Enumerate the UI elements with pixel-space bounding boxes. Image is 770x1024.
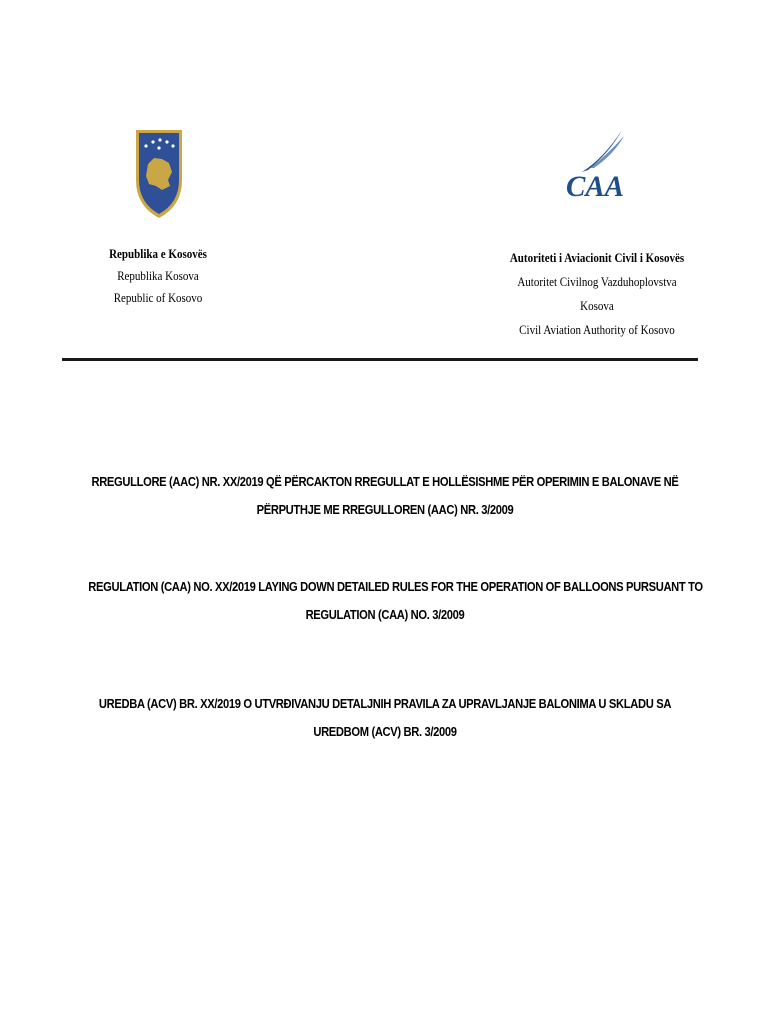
title-english-line2: REGULATION (CAA) NO. 3/2009 — [305, 607, 465, 622]
authority-name-serbian: Autoritet Civilnog Vazduhoplovstva Kosova — [517, 275, 677, 313]
authority-name-english: Civil Aviation Authority of Kosovo — [519, 323, 675, 337]
caa-logo-icon — [564, 128, 626, 200]
title-serbian-line1: UREDBA (ACV) BR. XX/2019 O UTVRĐIVANJU DETALJNIH PRAVILA ZA UPRAVLJANJE BALONIMA U SKLADU SA — [98, 696, 672, 711]
title-albanian-line2: PËRPUTHJE ME RREGULLOREN (AAC) NR. 3/2009 — [256, 502, 514, 517]
title-english — [88, 573, 703, 629]
title-albanian-line1: RREGULLORE (AAC) NR. XX/2019 QË PËRCAKTON RREGULLAT E HOLLËSISHME PËR OPERIMIN E BALONAVE NË — [91, 474, 679, 489]
republic-header — [88, 243, 229, 309]
authority-name-albanian: Autoriteti i Aviacionit Civil i Kosovës — [509, 251, 685, 265]
title-serbian-line2: UREDBOM (ACV) BR. 3/2009 — [313, 724, 457, 739]
republic-name-serbian: Republika Kosova — [117, 269, 199, 283]
authority-header — [505, 246, 690, 342]
kosovo-coat-of-arms-icon — [134, 128, 184, 220]
header-divider — [62, 358, 698, 361]
title-english-line1: REGULATION (CAA) NO. XX/2019 LAYING DOWN DETAILED RULES FOR THE OPERATION OF BALLOONS PURSUANT TO — [88, 579, 703, 594]
republic-name-english: Republic of Kosovo — [113, 291, 203, 305]
title-albanian — [88, 468, 681, 524]
title-serbian — [88, 690, 681, 746]
caa-logo-text: CAA — [566, 170, 624, 200]
republic-name-albanian: Republika e Kosovës — [109, 247, 207, 261]
